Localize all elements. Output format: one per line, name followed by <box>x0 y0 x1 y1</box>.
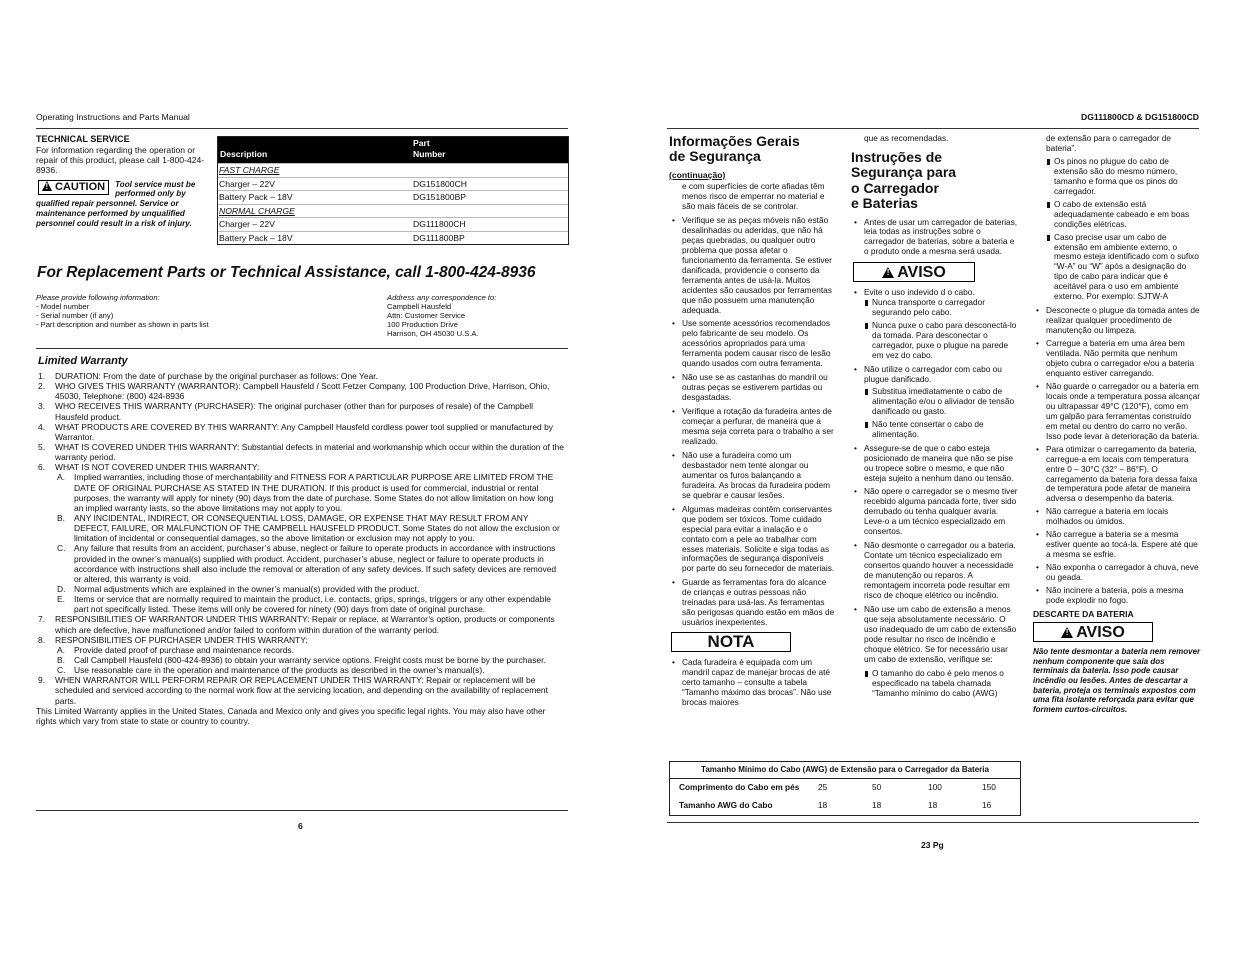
awg-row-gauge <box>670 797 1020 815</box>
caution-text: Tool service must be performed only by qualified repair personnel. Service or maintenance performed by unqualified personnel could result in a risk of injury. <box>36 179 196 228</box>
warranty-item <box>36 442 564 462</box>
warranty-text: WHAT IS NOT COVERED UNDER THIS WARRANTY: <box>55 462 260 473</box>
caution-badge <box>38 180 109 195</box>
c3-bullet: • Não guarde o carregador ou a bateria em locais onde a temperatura possa alcançar ou ultrapassar 49°C (120°F), como em um galpão para ferramentas construído em metal ou dentro do carro no verão. Isso pode levar à deterioração da bateria. <box>1033 382 1201 442</box>
col-description: Description <box>220 148 268 159</box>
c2-bullet: • Não opere o carregador se o mesmo tiver recebido alguma pancada forte, tiver sido derrubado ou tenha qualquer avaria. Leve-o a um técnico especializado em consertos. <box>851 487 1019 537</box>
warranty-text: WHAT IS COVERED UNDER THIS WARRANTY: Substantial defects in material and workmanship which occur within the duration of the warranty period. <box>55 441 564 463</box>
warranty-item <box>36 513 564 543</box>
c3-square-item: Os pinos no plugue do cabo de extensão são do mesmo número, tamanho e forma que os pinos do carregador. <box>1046 157 1201 197</box>
pt-column-3 <box>1033 134 1201 714</box>
warranty-number: 8. <box>38 634 46 645</box>
address-block <box>387 293 496 339</box>
warning-triangle-icon <box>882 267 894 278</box>
footer-rule-right <box>667 822 1199 823</box>
address-line: Attn: Customer Service <box>387 311 466 321</box>
header-rule-right <box>667 128 1199 129</box>
col-number: Number <box>413 148 446 159</box>
pt-continuation: (continuação) <box>669 169 726 180</box>
aviso-box-descarte <box>1033 622 1153 642</box>
pt-bullet: • Não use se as castanhas do mandril ou outras peças se estiverem partidas ou desgastadas. <box>669 373 837 403</box>
warranty-number: 1. <box>38 371 46 381</box>
warranty-number: 4. <box>38 421 46 432</box>
provide-item: - Serial number (if any) <box>36 311 114 321</box>
c3-square-item: O cabo de extensão está adequadamente cabeado e em boas condições elétricas. <box>1046 200 1201 230</box>
warning-triangle-icon <box>1061 627 1073 638</box>
c2-bullet: • Assegure-se de que o cabo esteja posicionado de maneira que não se pise ou tropece sobre o mesmo, e que não esteja sujeito a nenhum dano ou tensão. <box>851 444 1019 484</box>
pt-title-line1: Informações Gerais <box>669 133 800 149</box>
pt-c1-bullets <box>669 216 837 628</box>
pt-column-1 <box>669 134 837 712</box>
warranty-number: B. <box>57 654 65 665</box>
nota-bullet: • Cada furadeira é equipada com um mandril capaz de manejar brocas de até certo tamanho – consulte a tabela “Tamanho máximo das brocas”. Não use brocas maiores <box>669 658 837 708</box>
descarte-title: DESCARTE DA BATERIA <box>1033 608 1134 619</box>
part-number: DG151800CH <box>413 178 467 189</box>
warranty-item <box>36 665 564 675</box>
nota-box: NOTA <box>671 632 791 652</box>
warranty-text: RESPONSIBILITIES OF WARRANTOR UNDER THIS WARRANTY: Repair or replace, at Warrantor’s option, products or components which are defective, have malfunctioned and/or failed to conform within duration of the warranty period. <box>55 614 555 635</box>
address-heading: Address any correspondence to: <box>387 293 497 302</box>
pt-intro: e com superfícies de corte afiadas têm menos risco de emperrar no material e são mais fáceis de se controlar. <box>682 181 825 211</box>
part-description: NORMAL CHARGE <box>219 205 295 216</box>
part-description: Battery Pack – 18V <box>219 232 293 243</box>
provide-item: - Part description and number as shown in parts list <box>36 320 209 330</box>
pt-column-2 <box>851 134 1019 702</box>
c2-title-line: e Baterias <box>851 195 918 212</box>
parts-table-row <box>218 217 568 231</box>
warranty-text: DURATION: From the date of purchase by the original purchaser as follows: One Year. <box>55 371 378 381</box>
warranty-number: B. <box>57 512 65 523</box>
c2-bullet: • Evite o uso indevido d o cabo. <box>851 288 1019 298</box>
c3-top: de extensão para o carregador de bateria”. <box>1046 133 1172 153</box>
pt-title-line2: de Segurança <box>669 148 761 165</box>
c2-square-item: Não tente consertar o cabo de alimentação. <box>864 420 1019 440</box>
warranty-number: A. <box>57 472 65 483</box>
address-line: 100 Production Drive <box>387 320 458 330</box>
warranty-text: RESPONSIBILITIES OF PURCHASER UNDER THIS WARRANTY: <box>55 634 308 645</box>
technical-service-title: TECHNICAL SERVICE <box>36 134 130 144</box>
awg-cell: 25 <box>818 782 828 792</box>
parts-table-body <box>218 163 568 244</box>
c3-square-items <box>1033 157 1201 302</box>
c2-bullet: • Não utilize o carregador com cabo ou plugue danificado. <box>851 365 1019 385</box>
c2-square-item: Substitua imediatamente o cabo de alimentação e/ou o aliviador de tensão danificado ou gasto. <box>864 387 1019 417</box>
awg-row-label: Comprimento do Cabo em pés <box>679 782 800 792</box>
parts-table-row <box>218 177 568 191</box>
warranty-item <box>36 645 564 655</box>
c2-square-item: Nunca transporte o carregador segurando pelo cabo. <box>864 298 1019 318</box>
header-left: Operating Instructions and Parts Manual <box>36 112 190 122</box>
warranty-text: WHO RECEIVES THIS WARRANTY (PURCHASER): The original purchaser (other than for purposes of resale) of the Campbell Hausfeld product. <box>55 401 533 422</box>
part-description: Charger – 22V <box>219 178 275 189</box>
c3-bullet: • Desconecte o plugue da tomada antes de realizar qualquer procedimento de manutenção ou limpeza. <box>1033 306 1201 336</box>
c2-title <box>851 150 1019 212</box>
aviso-box <box>853 262 975 282</box>
pt-bullet: • Guarde as ferramentas fora do alcance de crianças e outras pessoas não treinadas para usá-las. As ferramentas são perigosas quando estão em mãos de usuários inexperientes. <box>669 578 837 628</box>
c2-bullets <box>851 444 1019 665</box>
warranty-number: E. <box>57 594 65 605</box>
awg-cell: 100 <box>928 782 942 792</box>
warranty-item <box>36 462 564 472</box>
col-part: Part <box>413 137 430 148</box>
awg-row-label: Tamanho AWG do Cabo <box>679 800 773 810</box>
pt-bullet: • Use somente acessórios recomendados pelo fabricante de seu modelo. Os acessórios apropriados para uma ferramenta podem causar risco de lesão quando usados com outra ferramenta. <box>669 319 837 369</box>
warranty-item <box>36 472 564 513</box>
parts-table-row <box>218 190 568 204</box>
caution-label: CAUTION <box>55 180 106 193</box>
provide-item: - Model number <box>36 302 90 312</box>
pt-bullet: • Não use a furadeira como um desbastador nem tente alongar ou aumentar os furos balançando a furadeira. As brocas da furadeira podem se quebrar e causar lesões. <box>669 451 837 501</box>
warranty-item <box>36 655 564 665</box>
c2-bullet: • Antes de usar um carregador de baterias, leia todas as instruções sobre o carregador de baterias, sobre a bateria e o produto onde a mesma será usada. <box>851 218 1019 258</box>
warranty-text: WHEN WARRANTOR WILL PERFORM REPAIR OR REPLACEMENT UNDER THIS WARRANTY: Repair or replacement will be scheduled and serviced according to the normal work flow at the servicing location, and depending on the availability of replacement parts. <box>55 675 548 706</box>
pt-bullet: • Verifique se as peças móveis não estão desalinhadas ou aderidas, que não há peças quebradas, ou qualquer outro problema que possa afetar o funcionamento da ferramenta. Se estiver danificada, providencie o conserto da ferramenta antes de usá-la. Muitos acidentes são causados por ferramentas que não possuem uma manutenção adequada. <box>669 216 837 316</box>
provide-heading: Please provide following information: <box>36 293 160 302</box>
part-description: FAST CHARGE <box>219 165 280 175</box>
c2-title-line: Instruções de <box>851 148 943 165</box>
footer-rule-left <box>36 810 568 811</box>
warranty-number: 2. <box>38 381 46 392</box>
warranty-item <box>36 422 564 442</box>
header-rule-left <box>36 128 568 129</box>
warranty-item <box>36 371 564 381</box>
warranty-item <box>36 584 564 594</box>
warranty-text: WHO GIVES THIS WARRANTY (WARRANTOR): Campbell Hausfeld / Scott Fetzer Company, 100 Production Drive, Harrison, Ohio, 45030, Telephone: (800) 424-8936 <box>55 381 550 402</box>
warranty-text: ANY INCIDENTAL, INDIRECT, OR CONSEQUENTIAL LOSS, DAMAGE, OR EXPENSE THAT MAY RESULT FROM ANY DEFECT, FAILURE, OR MALFUNCTION OF THE CAMPBELL HAUSFELD PRODUCT. Some States do not allow the exclusion or limitation of incidental or consequential damages, so the above limitation or exclusion may not apply to you. <box>74 512 560 544</box>
parts-table-row <box>218 163 568 177</box>
warranty-title: Limited Warranty <box>38 355 128 367</box>
part-number: DG111800CH <box>413 219 466 229</box>
warranty-text: Use reasonable care in the operation and maintenance of the products as described in the owner’s manual(s). <box>74 665 485 676</box>
warranty-item <box>36 614 564 634</box>
warranty-text: Implied warranties, including those of merchantability and FITNESS FOR A PARTICULAR PURPOSE ARE LIMITED FROM THE DATE OF ORIGINAL PURCHASE AS STATED IN THE DURATION. If this product is used for commercial, industrial or rental purposes, the warranty will apply for ninety (90) days from the date of purchase. Some States do not allow limitation on how long an implied warranty lasts, so the above limitations may not apply to you. <box>74 472 554 513</box>
c3-bullet: • Não carregue a bateria em locais molhados ou úmidos. <box>1033 507 1201 527</box>
c3-bullets <box>1033 306 1201 606</box>
warranty-number: 7. <box>38 614 46 625</box>
parts-table <box>217 136 569 245</box>
c3-bullet: • Para otimizar o carregamento da bateria, carregue-a em locais com temperatura entre 0 – 30°C (32° – 86°F). O carregamento da bateria fora dessa faixa de temperatura pode afetar de maneira adversa o desempenho da bateria. <box>1033 445 1201 505</box>
awg-cell: 150 <box>982 782 996 792</box>
c3-bullet: • Não carregue a bateria se a mesma estiver quente ao tocá-la. Espere até que a mesma se esfrie. <box>1033 530 1201 560</box>
warranty-item <box>36 675 564 705</box>
parts-table-row <box>218 204 568 218</box>
address-line: Campbell Hausfeld <box>387 302 452 312</box>
c3-bullet: • Não incinere a bateria, pois a mesma pode explodir no fogo. <box>1033 586 1201 606</box>
warranty-number: D. <box>57 583 66 594</box>
page-number-left: 6 <box>298 821 303 831</box>
technical-service-body: For information regarding the operation or repair of this product, please call 1-800-424-8936. <box>36 144 205 176</box>
page-number-right: 23 Pg <box>921 840 944 850</box>
awg-cell: 18 <box>928 800 938 810</box>
header-right: DG111800CD & DG151800CD <box>1081 112 1199 122</box>
warning-triangle-icon <box>42 181 52 191</box>
c2-top: que as recomendadas. <box>864 133 949 143</box>
part-number: DG111800BP <box>413 232 465 243</box>
warranty-number: 5. <box>38 441 46 452</box>
warranty-item <box>36 543 564 584</box>
warranty-number: C. <box>57 543 66 554</box>
warranty-text: Call Campbell Hausfeld (800-424-8936) to obtain your warranty service options. Freight costs must be borne by the purchaser. <box>74 654 546 665</box>
warranty-text: WHAT PRODUCTS ARE COVERED BY THIS WARRANTY: Any Campbell Hausfeld cordless power tool supplied or manufactured by Warrantor. <box>55 421 553 442</box>
pt-bullet: • Verifique a rotação da furadeira antes de começar a perfurar, de maneira que a mesma seja correta para o trabalho a ser realizado. <box>669 407 837 447</box>
awg-cell: 50 <box>872 782 882 792</box>
part-description: Charger – 22V <box>219 219 275 229</box>
warranty-text: Any failure that results from an accident, purchaser’s abuse, neglect or failure to operate products in accordance with instructions provided in the owner’s manual(s) supplied with product. Accident, purchaser’s abuse, neglect or failure to operate products in accordance with instructions shall also include the removal or alteration of any safety devices. If such safety devices are removed or altered, this warranty is void. <box>74 543 557 584</box>
warranty-closing: This Limited Warranty applies in the United States, Canada and Mexico only and gives you specific legal rights. You may also have other rights which vary from state to state or country to country. <box>36 705 546 726</box>
warranty-number: 3. <box>38 401 46 412</box>
warranty-text <box>36 371 564 726</box>
awg-table <box>669 761 1021 816</box>
c3-bullet: • Carregue a bateria em uma área bem ventilada. Não permita que nenhum objeto cubra o carregador e/ou a bateria enquanto estiver carregando. <box>1033 339 1201 379</box>
warranty-number: 9. <box>38 675 46 686</box>
address-line: Harrison, OH 45030 U.S.A. <box>387 329 479 339</box>
awg-table-title: Tamanho Mínimo do Cabo (AWG) de Extensão para o Carregador da Bateria <box>670 762 1020 779</box>
awg-cell: 18 <box>872 800 882 810</box>
parts-table-header <box>218 137 568 163</box>
parts-table-row <box>218 231 568 245</box>
warranty-text: Provide dated proof of purchase and maintenance records. <box>74 644 294 655</box>
replacement-title: For Replacement Parts or Technical Assistance, call 1-800-424-8936 <box>37 264 536 281</box>
c2-bullet: • Não use um cabo de extensão a menos que seja absolutamente necessário. O uso inadequado de um cabo de extensão pode resultar no risco de incêndio e choque elétrico. Se for necessário usar um cabo de extensão, verifique se: <box>851 605 1019 665</box>
awg-cell: 16 <box>982 800 992 810</box>
pt-bullet: • Algumas madeiras contêm conservantes que podem ser tóxicos. Tome cuidado especial para evitar a inalação e o contato com a pele ao trabalhar com esses materiais. Solicite e siga todas as informações de segurança disponíveis por parte do seu fornecedor de materiais. <box>669 505 837 575</box>
awg-row-length <box>670 779 1020 797</box>
warranty-item <box>36 635 564 645</box>
warranty-text: Normal adjustments which are explained in the owner’s manual(s) provided with the product. <box>74 583 420 594</box>
caution-block <box>36 180 208 229</box>
c2-bullet: • Não desmonte o carregador ou a bateria. Contate um técnico especializado em consertos quando houver a necessidade de manutenção ou reparos. A remontagem incorreta pode resultar em risco de choque elétrico ou incêndio. <box>851 541 1019 601</box>
c2-title-line: Segurança para <box>851 164 957 181</box>
warranty-number: C. <box>57 665 66 676</box>
c3-bullet: • Não exponha o carregador à chuva, neve ou geada. <box>1033 563 1201 583</box>
provide-info <box>36 293 209 329</box>
warranty-number: A. <box>57 644 65 655</box>
part-number: DG151800BP <box>413 192 467 202</box>
c2-square-item: Nunca puxe o cabo para desconectá-lo da tomada. Para desconectar o carregador, puxe o plugue na parede em vez do cabo. <box>864 321 1019 361</box>
aviso-label: AVISO <box>897 263 946 281</box>
divider <box>36 348 568 349</box>
warranty-text: Items or service that are normally required to maintain the product, i.e. contacts, grips, springs, triggers or any other expendable part not specifically listed. These items will only be covered for ninety (90) days from date of original purchase. <box>74 594 551 615</box>
descarte-text: Não tente desmontar a bateria nem remover nenhum componente que saia dos terminais da bateria. Isso pode causar incêndio ou lesões. Antes de descartar a bateria, proteja os terminais expostos com uma fita isolante reforçada para evitar que formem curtos-circuitos. <box>1033 647 1201 714</box>
c3-square-item: Caso precise usar um cabo de extensão em ambiente externo, o mesmo esteja identificado com o sufixo “W-A” ou “W” após a designação do tipo de cabo para indicar que é aceitável para o uso em ambiente externo. Por exemplo: SJTW-A <box>1046 233 1201 303</box>
technical-service <box>36 134 208 228</box>
warranty-number: 6. <box>38 462 46 473</box>
c2-square-item: O tamanho do cabo é pelo menos o especificado na tabela chamada “Tamanho mínimo do cabo (AWG) <box>864 669 1019 699</box>
c2-title-line: o Carregador <box>851 179 939 196</box>
awg-cell: 18 <box>818 800 828 810</box>
aviso-label: AVISO <box>1076 623 1125 641</box>
warranty-item <box>36 381 564 401</box>
part-description: Battery Pack – 18V <box>219 192 293 202</box>
warranty-item <box>36 594 564 614</box>
warranty-item <box>36 401 564 421</box>
